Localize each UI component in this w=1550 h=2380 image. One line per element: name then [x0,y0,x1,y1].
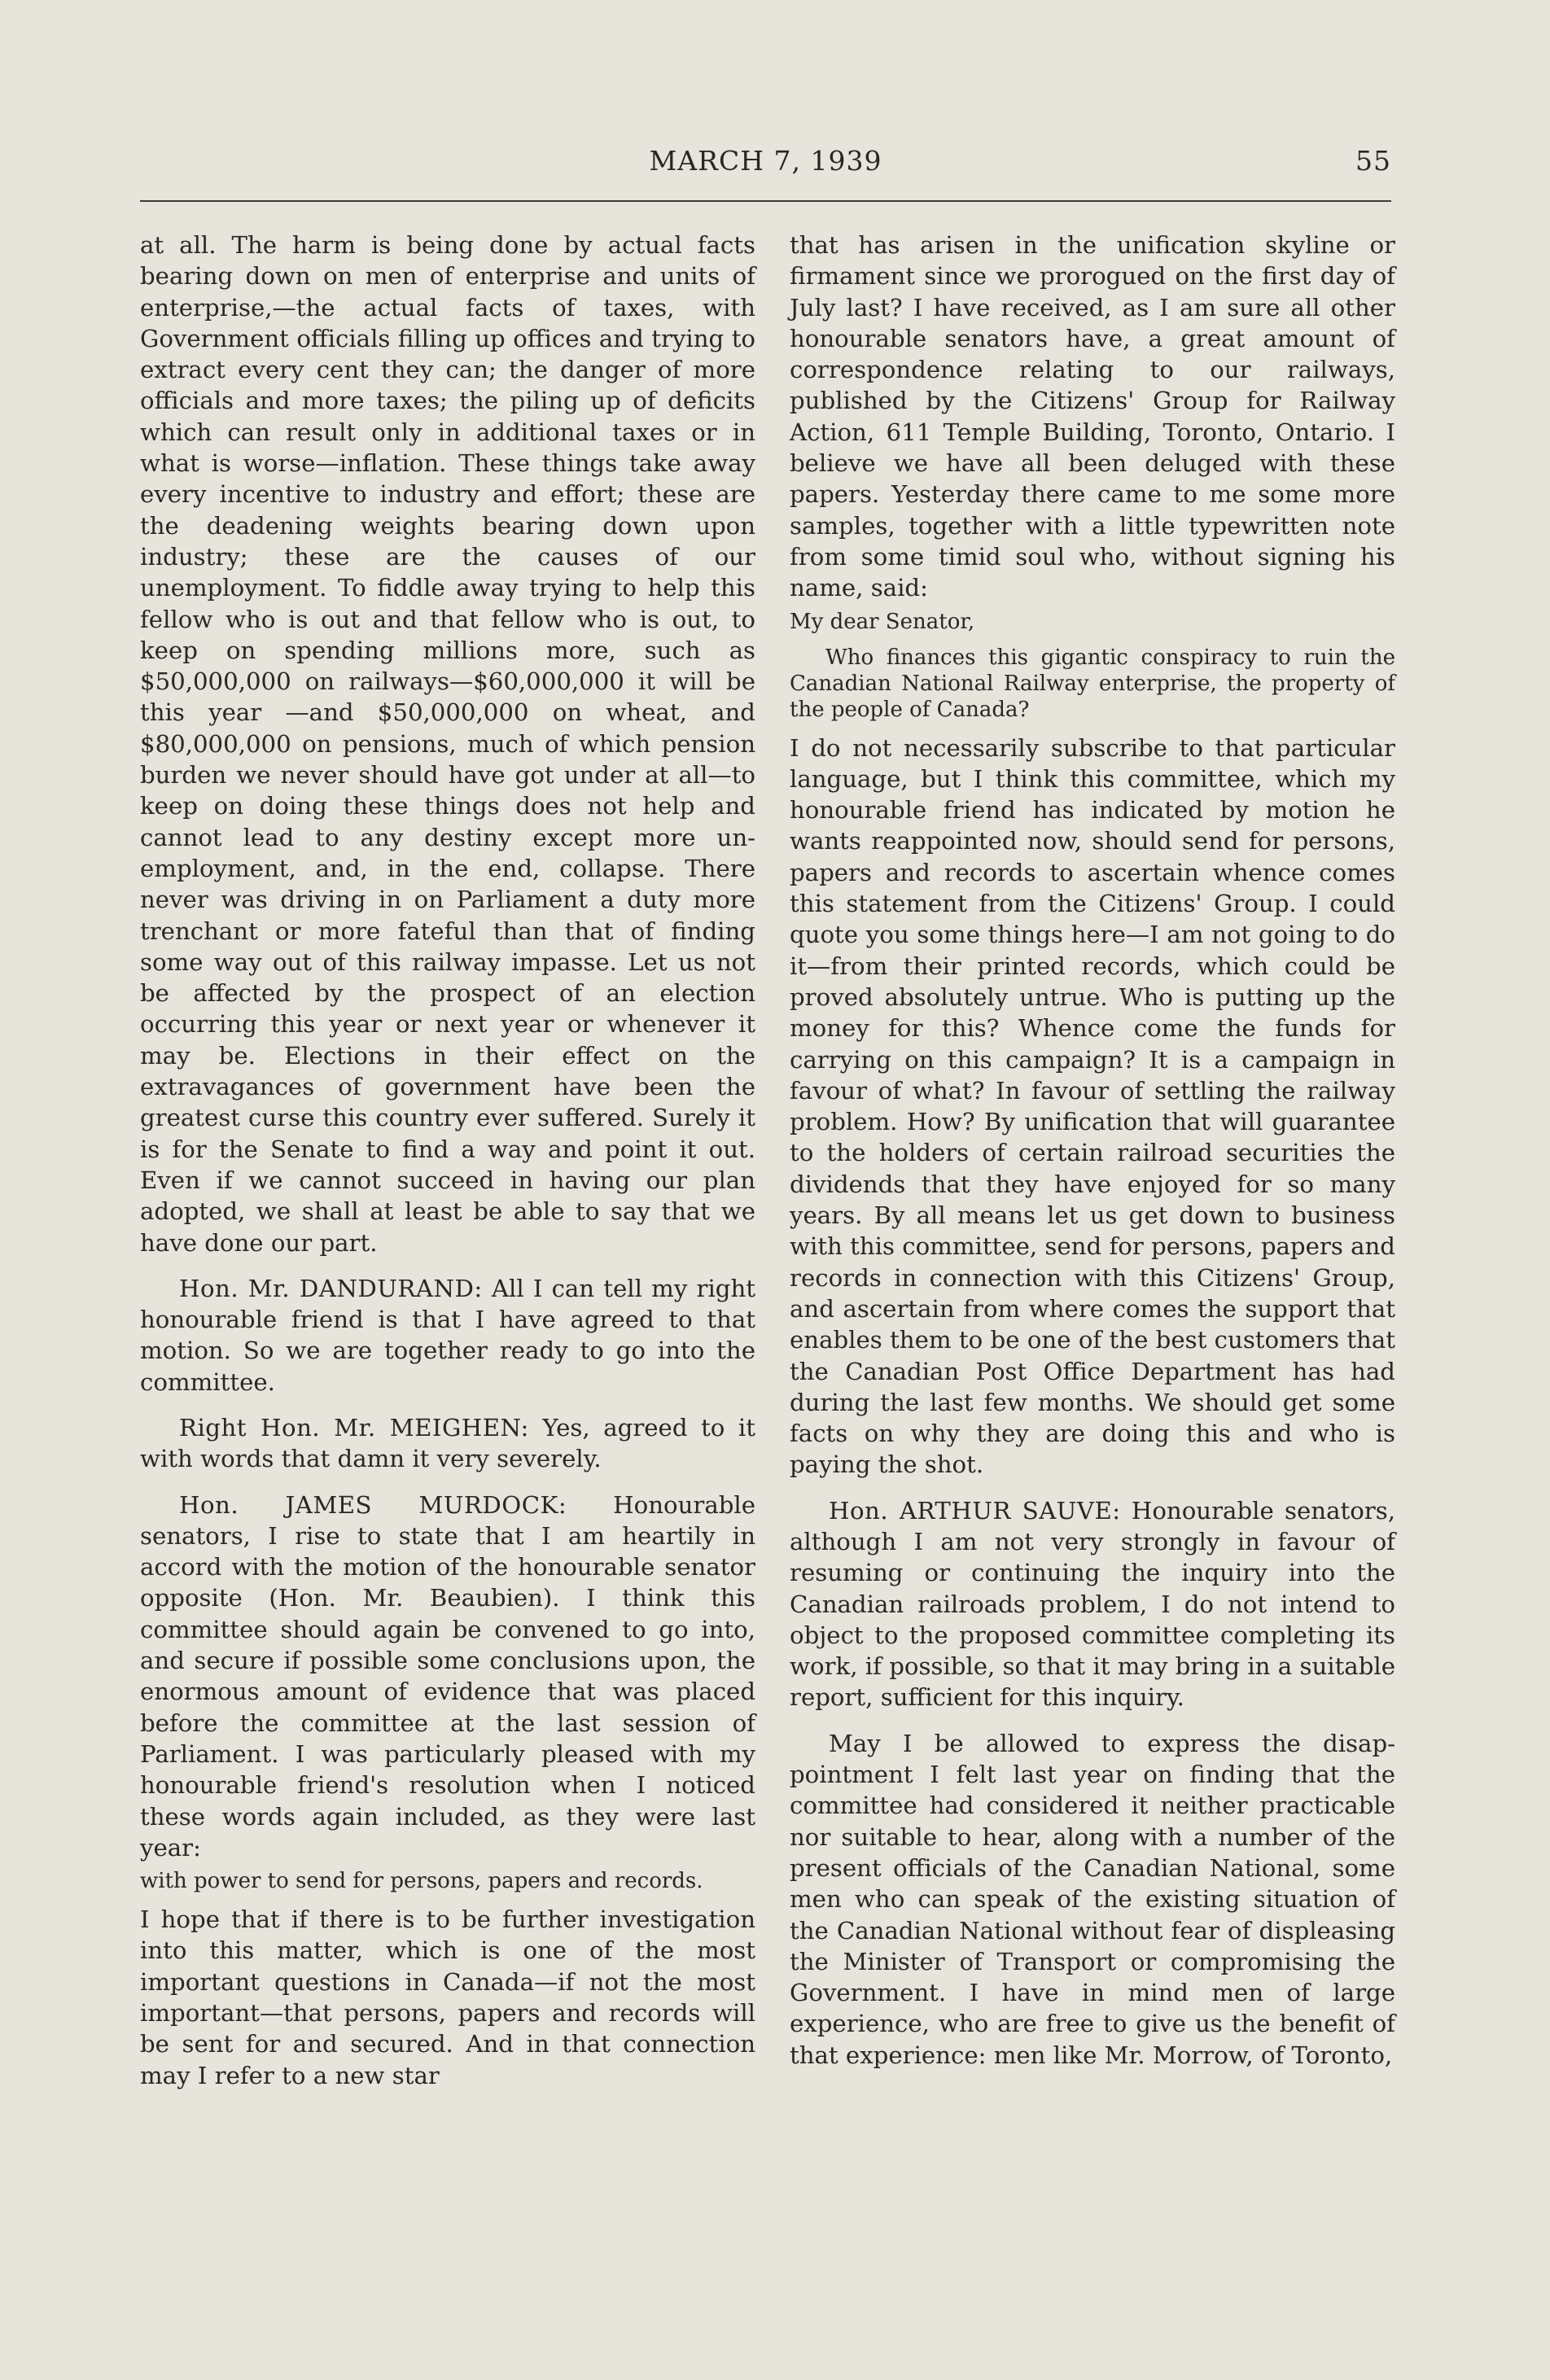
speech-dandurand [140,1273,755,1398]
speech-meighen [140,1412,755,1475]
speech-sauve [790,1495,1395,1713]
paragraph: at all. The harm is being done by actual facts bearing down on men of enterprise and units of enterprise,—the actual facts of taxes, with Government officials filling up offices and trying to extract every cent they can; the danger of more officials and more taxes; the piling up of deficits which can result only in additional taxes or in what is worse—inflation. These things take away every incentive to industry and effort; these are the deadening weights bearing down upon industry; these are the causes of our unemployment. To fiddle away trying to help this fellow who is out and that fellow who is out, to keep on spending millions more, such as $50,000,000 on railways—$60,000,000 it will be this year —and $50,000,000 on wheat, and $80,000,000 on pensions, much of which pension burden we never should have got under at all—to keep on doing these things does not help and cannot lead to any destiny except more unemployment, and, in the end, collapse. There never was driving in on Parliament a duty more trenchant or more fateful than that of finding some way out of this railway impasse. Let us not be affected by the prospect of an election occurring this year or next year or whenever it may be. Elections in their effect on the extravagances of government have been the greatest curse this country ever suffered. Surely it is for the Senate to find a way and point it out. Even if we cannot succeed in having our plan adopted, we shall at least be able to say that we have done our part. [140,231,755,1257]
left-column [140,230,755,2091]
page-header [140,138,1391,187]
speaker-name: Right Hon. Mr. MEIGHEN: [179,1413,529,1442]
speech-text: Yes, agreed to it with words that damn it very severely. [140,1413,755,1473]
block-quote: with power to send for persons, papers and records. [140,1869,703,1894]
paragraph: that has arisen in the unification skyline or firmament since we prorogued on the first day of July last? I have received, as I am sure all other honourable senators have, a great amount of correspondence relating to our railways, published by the Citizens' Group for Railway Action, 611 Temple Building, Toronto, Ontario. I believe we have all been deluged with these papers. Yesterday there came to me some more samples, together with a little typewritten note from some timid soul who, without signing his name, said: [790,231,1395,602]
letter-salutation: My dear Senator, [790,609,975,634]
speaker-name: Hon. JAMES MURDOCK: [179,1490,567,1519]
speech-text: All I can tell my right honourable friend is that I have agreed to that motion. So we are together ready to go into the committee. [140,1274,755,1396]
speech-text: Honourable senators, although I am not very strongly in favour of resuming or continuing the inquiry into the Canadian railroads problem, I do not intend to object to the proposed committee completing its work, if possible, so that it may bring in a suitable report, sufficient for this inquiry. [790,1496,1395,1712]
paragraph: I do not necessarily subscribe to that particular language, but I think this committee, which my honourable friend has indicated by motion he wants reappointed now, should send for persons, papers and records to ascertain whence comes this statement from the Citizens' Group. I could quote you some things here—I am not going to do it—from their printed records, which could be proved absolutely untrue. Who is putting up the money for this? Whence come the funds for carrying on this campaign? It is a campaign in favour of what? In favour of settling the railway problem. How? By unification that will guarantee to the holders of certain railroad securities the dividends that they have enjoyed for so many years. By all means let us get down to business with this committee, send for persons, papers and records in connection with this Citizens' Group, and ascertain from where comes the support that enables them to be one of the best customers that the Canadian Post Office Department has had during the last few months. We should get some facts on why they are doing this and who is paying the shot. [790,733,1395,1479]
speaker-name: Hon. ARTHUR SAUVE: [829,1496,1121,1525]
paragraph: I hope that if there is to be further investigation into this matter, which is one of the most important questions in Canada—if not the most important—that persons, papers and records will be sent for and secured. And in that connection may I refer to a new star [140,1905,755,2089]
speech-text: Honourable senators, I rise to state that I am heartily in accord with the motion of the honourable senator opposite (Hon. Mr. Beaubien). I think this committee should again be convened to go into, and secure if possible some conclusions upon, the enormous amount of evidence that was placed before the committee at the last session of Parliament. I was particularly pleased with my honourable friend's resolution when I noticed these words again included, as they were last year: [140,1490,756,1862]
letter-body: Who finances this gigantic conspiracy to ruin the Canadian National Railway enterprise, the property of the people of Canada? [790,645,1395,722]
speaker-name: Hon. Mr. DANDURAND: [179,1274,483,1302]
header-rule [140,200,1391,202]
speech-murdock [140,1490,755,1864]
right-column [790,230,1395,2071]
header-date: MARCH 7, 1939 [649,145,882,177]
paragraph: May I be allowed to express the disappointment I felt last year on finding that the committee had considered it neither practicable nor suitable to hear, along with a number of the present officials of the Canadian National, some men who can speak of the existing situation of the Canadian National without fear of displeasing the Minister of Transport or compromising the Government. I have in mind men of large experience, who are free to give us the benefit of that experience: men like Mr. Morrow, of Toronto, [790,1729,1395,2069]
page-number: 55 [1355,145,1391,177]
